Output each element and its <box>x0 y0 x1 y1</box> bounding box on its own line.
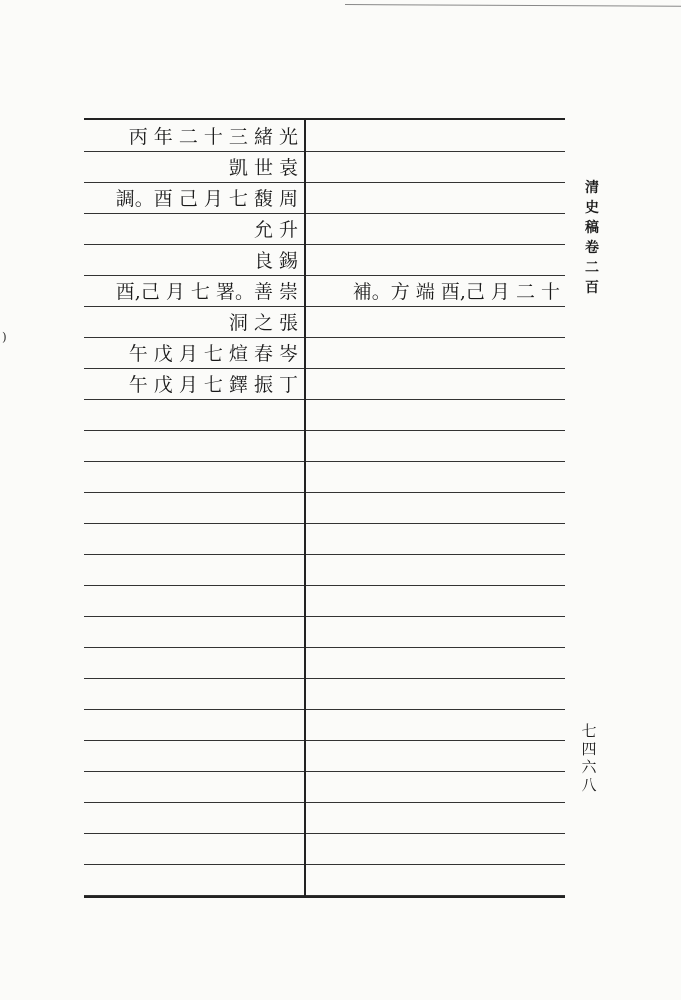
left-cell: 酉,己 月 七 署。善 崇 <box>115 280 298 303</box>
left-cell: 午 戊 月 七 鐸 振 丁 <box>128 373 298 396</box>
table-row <box>84 213 565 245</box>
table-row <box>84 399 565 431</box>
right-cell <box>316 771 560 801</box>
side-title: 清 史 稿 卷 二 百 <box>585 180 599 296</box>
table-row <box>84 616 565 648</box>
right-cell <box>316 368 560 398</box>
right-cell <box>316 585 560 615</box>
right-cell <box>316 337 560 367</box>
right-cell <box>316 833 560 863</box>
table-row <box>84 740 565 772</box>
left-cell <box>88 554 298 584</box>
left-cell <box>88 678 298 708</box>
right-cell: 補。方 端 酉,己 月 二 十 <box>352 280 560 303</box>
table-row <box>84 337 565 369</box>
left-cell <box>88 492 298 522</box>
table-row <box>84 523 565 555</box>
table-row <box>84 461 565 493</box>
right-cell <box>316 647 560 677</box>
side-page-number: 七 四 六 八 <box>581 722 597 794</box>
right-cell <box>316 709 560 739</box>
right-cell <box>316 616 560 646</box>
right-cell <box>316 554 560 584</box>
table-row <box>84 430 565 462</box>
right-cell <box>316 802 560 832</box>
left-cell <box>88 399 298 429</box>
left-cell: 凱 世 袁 <box>228 156 298 179</box>
table-row <box>84 151 565 183</box>
table-row <box>84 864 565 896</box>
left-cell: 洞 之 張 <box>228 311 298 334</box>
left-cell <box>88 771 298 801</box>
left-cell <box>88 647 298 677</box>
right-cell <box>316 678 560 708</box>
right-cell <box>316 151 560 181</box>
left-cell: 午 戊 月 七 煊 春 岑 <box>128 342 298 365</box>
left-cell: 丙 年 二 十 三 緒 光 <box>128 125 298 148</box>
right-cell <box>316 864 560 894</box>
left-cell <box>88 461 298 491</box>
left-cell <box>88 833 298 863</box>
left-cell: 允 升 <box>253 218 298 241</box>
scan-edge-line <box>345 4 681 7</box>
left-cell <box>88 740 298 770</box>
right-cell <box>316 523 560 553</box>
right-cell <box>316 461 560 491</box>
table-row <box>84 585 565 617</box>
left-cell: 良 錫 <box>253 249 298 272</box>
right-cell <box>316 120 560 150</box>
table-row <box>84 120 565 152</box>
table-row <box>84 368 565 400</box>
left-cell <box>88 430 298 460</box>
right-cell <box>316 213 560 243</box>
left-cell <box>88 523 298 553</box>
table-row <box>84 275 565 307</box>
left-cell <box>88 864 298 894</box>
table-row <box>84 492 565 524</box>
left-cell: 調。酉 己 月 七 馥 周 <box>115 187 298 210</box>
left-cell <box>88 585 298 615</box>
left-cell <box>88 709 298 739</box>
table-row <box>84 306 565 338</box>
table-row <box>84 182 565 214</box>
table-row <box>84 678 565 710</box>
right-cell <box>316 306 560 336</box>
right-cell <box>316 430 560 460</box>
right-cell <box>316 492 560 522</box>
table-row <box>84 802 565 834</box>
right-cell <box>316 182 560 212</box>
right-cell <box>316 740 560 770</box>
table-row <box>84 709 565 741</box>
table-row <box>84 771 565 803</box>
left-cell <box>88 616 298 646</box>
table-row <box>84 244 565 276</box>
bottom-rule <box>84 896 565 898</box>
table-row <box>84 647 565 679</box>
right-cell <box>316 244 560 274</box>
table-row <box>84 554 565 586</box>
left-cell <box>88 802 298 832</box>
column-divider <box>304 118 306 898</box>
table-page <box>84 118 565 898</box>
right-cell <box>316 399 560 429</box>
table-row <box>84 833 565 865</box>
edge-mark: ) <box>2 330 7 344</box>
